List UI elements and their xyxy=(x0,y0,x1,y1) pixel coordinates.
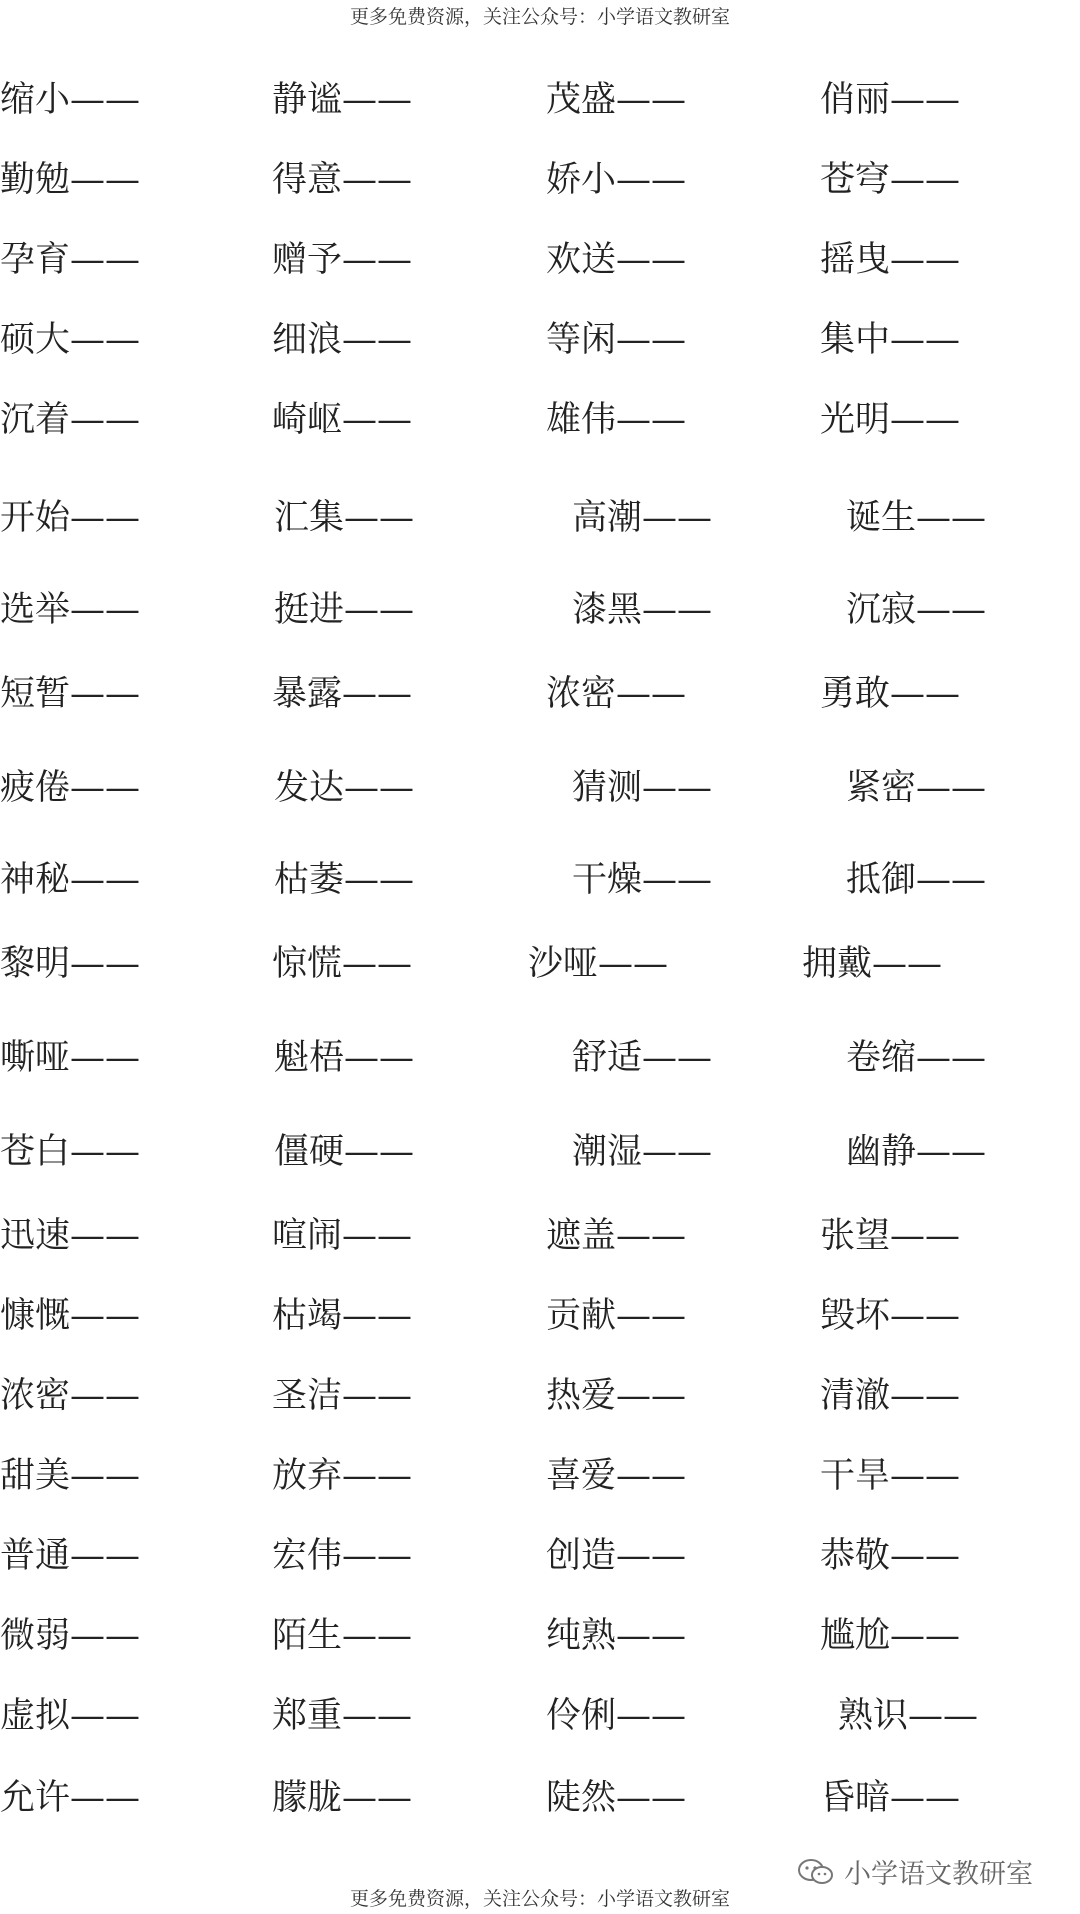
word-row xyxy=(0,1122,1080,1182)
word-item: 苍穹—— xyxy=(820,160,961,200)
word-item: 舒适—— xyxy=(572,1038,713,1078)
word-row xyxy=(0,1366,1080,1426)
word-item: 迅速—— xyxy=(0,1216,141,1256)
word-item: 热爱—— xyxy=(546,1376,687,1416)
word-item: 摇曳—— xyxy=(820,240,961,280)
word-row xyxy=(0,580,1080,640)
word-item: 慷慨—— xyxy=(0,1296,141,1336)
word-row xyxy=(0,488,1080,548)
word-item: 诞生—— xyxy=(846,498,987,538)
word-item: 伶俐—— xyxy=(546,1696,687,1736)
word-item: 神秘—— xyxy=(0,860,141,900)
word-item: 静谧—— xyxy=(272,80,413,120)
word-item: 挺进—— xyxy=(274,590,415,630)
word-item: 欢送—— xyxy=(546,240,687,280)
word-item: 孕育—— xyxy=(0,240,141,280)
word-item: 紧密—— xyxy=(846,768,987,808)
word-item: 高潮—— xyxy=(572,498,713,538)
page-header: 更多免费资源，关注公众号：小学语文教研室 xyxy=(349,6,730,28)
word-item: 微弱—— xyxy=(0,1616,141,1656)
word-item: 漆黑—— xyxy=(572,590,713,630)
word-row xyxy=(0,664,1080,724)
word-row xyxy=(0,310,1080,370)
word-item: 抵御—— xyxy=(846,860,987,900)
word-item: 干燥—— xyxy=(572,860,713,900)
word-item: 沙哑—— xyxy=(528,944,669,984)
word-item: 选举—— xyxy=(0,590,141,630)
word-item: 僵硬—— xyxy=(274,1132,415,1172)
word-item: 卷缩—— xyxy=(846,1038,987,1078)
word-item: 潮湿—— xyxy=(572,1132,713,1172)
word-row xyxy=(0,1606,1080,1666)
word-item: 昏暗—— xyxy=(820,1778,961,1818)
word-row xyxy=(0,934,1080,994)
word-item: 发达—— xyxy=(274,768,415,808)
word-item: 汇集—— xyxy=(274,498,415,538)
word-item: 枯萎—— xyxy=(274,860,415,900)
word-item: 暴露—— xyxy=(272,674,413,714)
word-row xyxy=(0,1686,1080,1746)
word-item: 魁梧—— xyxy=(274,1038,415,1078)
word-item: 娇小—— xyxy=(546,160,687,200)
word-item: 宏伟—— xyxy=(272,1536,413,1576)
word-item: 嘶哑—— xyxy=(0,1038,141,1078)
word-row xyxy=(0,1446,1080,1506)
word-item: 普通—— xyxy=(0,1536,141,1576)
word-item: 拥戴—— xyxy=(802,944,943,984)
word-item: 陌生—— xyxy=(272,1616,413,1656)
word-item: 遮盖—— xyxy=(546,1216,687,1256)
word-row xyxy=(0,230,1080,290)
word-item: 疲倦—— xyxy=(0,768,141,808)
word-item: 得意—— xyxy=(272,160,413,200)
word-item: 恭敬—— xyxy=(820,1536,961,1576)
word-row xyxy=(0,70,1080,130)
word-item: 创造—— xyxy=(546,1536,687,1576)
word-row xyxy=(0,1526,1080,1586)
word-item: 惊慌—— xyxy=(272,944,413,984)
word-item: 猜测—— xyxy=(572,768,713,808)
word-item: 短暂—— xyxy=(0,674,141,714)
word-item: 幽静—— xyxy=(846,1132,987,1172)
word-item: 允许—— xyxy=(0,1778,141,1818)
word-item: 干旱—— xyxy=(820,1456,961,1496)
word-item: 崎岖—— xyxy=(272,400,413,440)
word-item: 等闲—— xyxy=(546,320,687,360)
word-item: 茂盛—— xyxy=(546,80,687,120)
word-item: 黎明—— xyxy=(0,944,141,984)
word-item: 沉着—— xyxy=(0,400,141,440)
word-item: 俏丽—— xyxy=(820,80,961,120)
word-row xyxy=(0,1286,1080,1346)
word-item: 圣洁—— xyxy=(272,1376,413,1416)
word-item: 毁坏—— xyxy=(820,1296,961,1336)
page-footer: 更多免费资源，关注公众号：小学语文教研室 xyxy=(349,1888,730,1910)
word-item: 浓密—— xyxy=(0,1376,141,1416)
word-item: 放弃—— xyxy=(272,1456,413,1496)
word-item: 硕大—— xyxy=(0,320,141,360)
word-item: 缩小—— xyxy=(0,80,141,120)
word-item: 光明—— xyxy=(820,400,961,440)
word-row xyxy=(0,150,1080,210)
word-item: 熟识—— xyxy=(838,1696,979,1736)
word-row xyxy=(0,1768,1080,1828)
word-item: 喧闹—— xyxy=(272,1216,413,1256)
wechat-icon xyxy=(796,1857,836,1887)
word-item: 集中—— xyxy=(820,320,961,360)
word-item: 虚拟—— xyxy=(0,1696,141,1736)
word-item: 勇敢—— xyxy=(820,674,961,714)
word-item: 开始—— xyxy=(0,498,141,538)
watermark-text: 小学语文教研室 xyxy=(844,1859,1033,1890)
word-item: 浓密—— xyxy=(546,674,687,714)
word-row xyxy=(0,850,1080,910)
word-item: 陡然—— xyxy=(546,1778,687,1818)
word-item: 沉寂—— xyxy=(846,590,987,630)
word-item: 郑重—— xyxy=(272,1696,413,1736)
word-item: 纯熟—— xyxy=(546,1616,687,1656)
word-item: 苍白—— xyxy=(0,1132,141,1172)
word-item: 喜爱—— xyxy=(546,1456,687,1496)
word-item: 雄伟—— xyxy=(546,400,687,440)
word-row xyxy=(0,390,1080,450)
word-item: 清澈—— xyxy=(820,1376,961,1416)
word-item: 细浪—— xyxy=(272,320,413,360)
word-item: 张望—— xyxy=(820,1216,961,1256)
word-row xyxy=(0,1206,1080,1266)
word-item: 甜美—— xyxy=(0,1456,141,1496)
word-row xyxy=(0,1028,1080,1088)
word-item: 朦胧—— xyxy=(272,1778,413,1818)
word-item: 赠予—— xyxy=(272,240,413,280)
word-row xyxy=(0,758,1080,818)
word-item: 尴尬—— xyxy=(820,1616,961,1656)
word-item: 贡献—— xyxy=(546,1296,687,1336)
word-item: 枯竭—— xyxy=(272,1296,413,1336)
word-item: 勤勉—— xyxy=(0,160,141,200)
